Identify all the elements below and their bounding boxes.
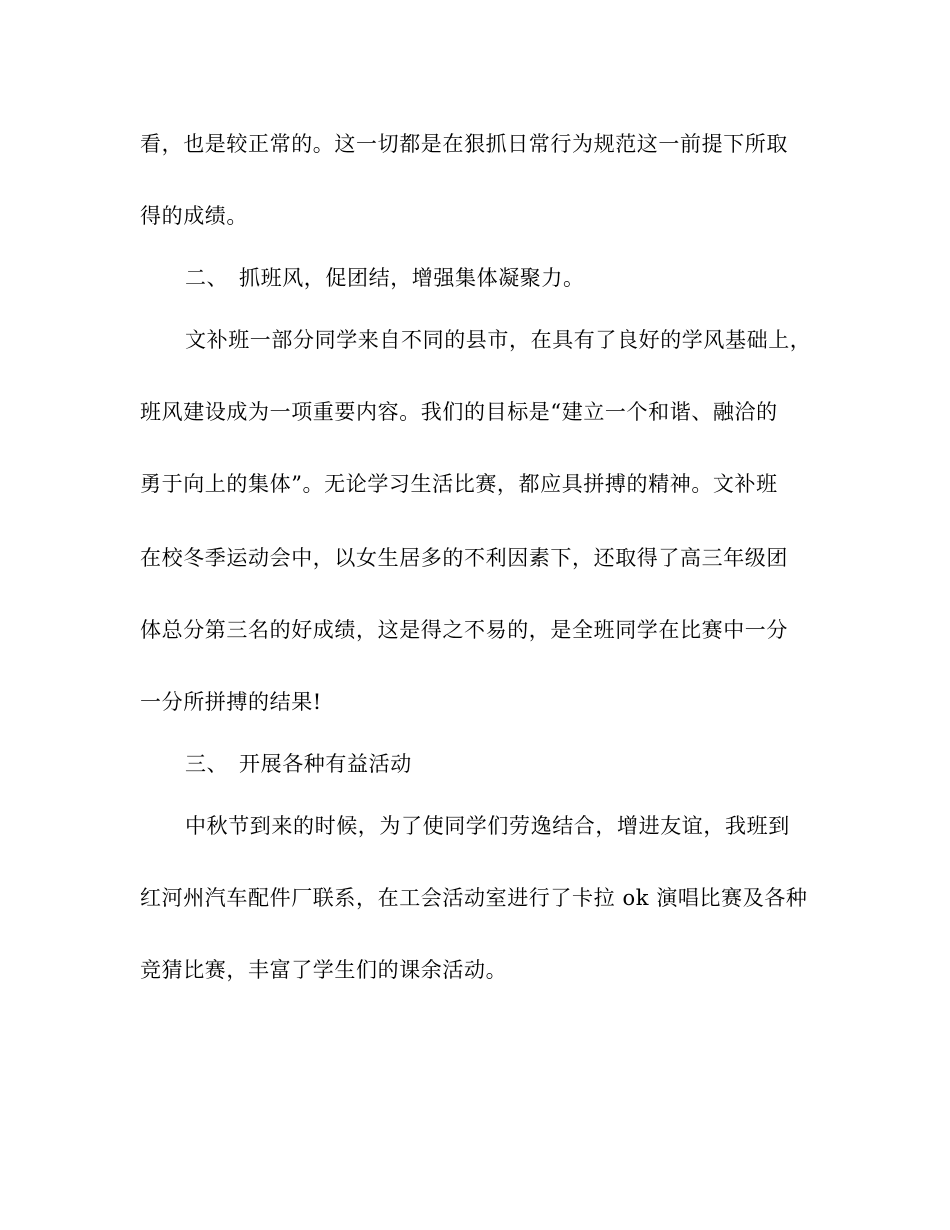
paragraph-line: 在校冬季运动会中，以女生居多的不利因素下，还取得了高三年级团 (140, 546, 788, 570)
paragraph-line: 看，也是较正常的。这一切都是在狠抓日常行为规范这一前提下所取 (140, 132, 788, 156)
paragraph-line: 得的成绩。 (140, 204, 248, 228)
paragraph-line: 竞猜比赛，丰富了学生们的课余活动。 (140, 958, 508, 982)
section-number: 三、 (185, 752, 229, 776)
paragraph-line: 一分所拼搏的结果! (140, 690, 322, 714)
section-heading-3 (185, 750, 412, 778)
section-heading-2 (185, 264, 585, 292)
paragraph-line: 红河州汽车配件厂联系，在工会活动室进行了卡拉 ok 演唱比赛及各种 (140, 886, 808, 910)
paragraph-line: 班风建设成为一项重要内容。我们的目标是“建立一个和谐、融洽的 (140, 400, 778, 424)
section-title: 开展各种有益活动 (239, 752, 412, 776)
paragraph-line: 文补班一部分同学来自不同的县市，在具有了良好的学风基础上， (185, 328, 812, 352)
paragraph-line: 体总分第三名的好成绩，这是得之不易的，是全班同学在比赛中一分 (140, 618, 788, 642)
section-number: 二、 (185, 266, 229, 290)
paragraph-line: 中秋节到来的时候，为了使同学们劳逸结合，增进友谊，我班到 (185, 814, 790, 838)
paragraph-line: 勇于向上的集体”。无论学习生活比赛，都应具拼搏的精神。文补班 (140, 472, 778, 496)
section-title: 抓班风，促团结，增强集体凝聚力。 (239, 266, 585, 290)
